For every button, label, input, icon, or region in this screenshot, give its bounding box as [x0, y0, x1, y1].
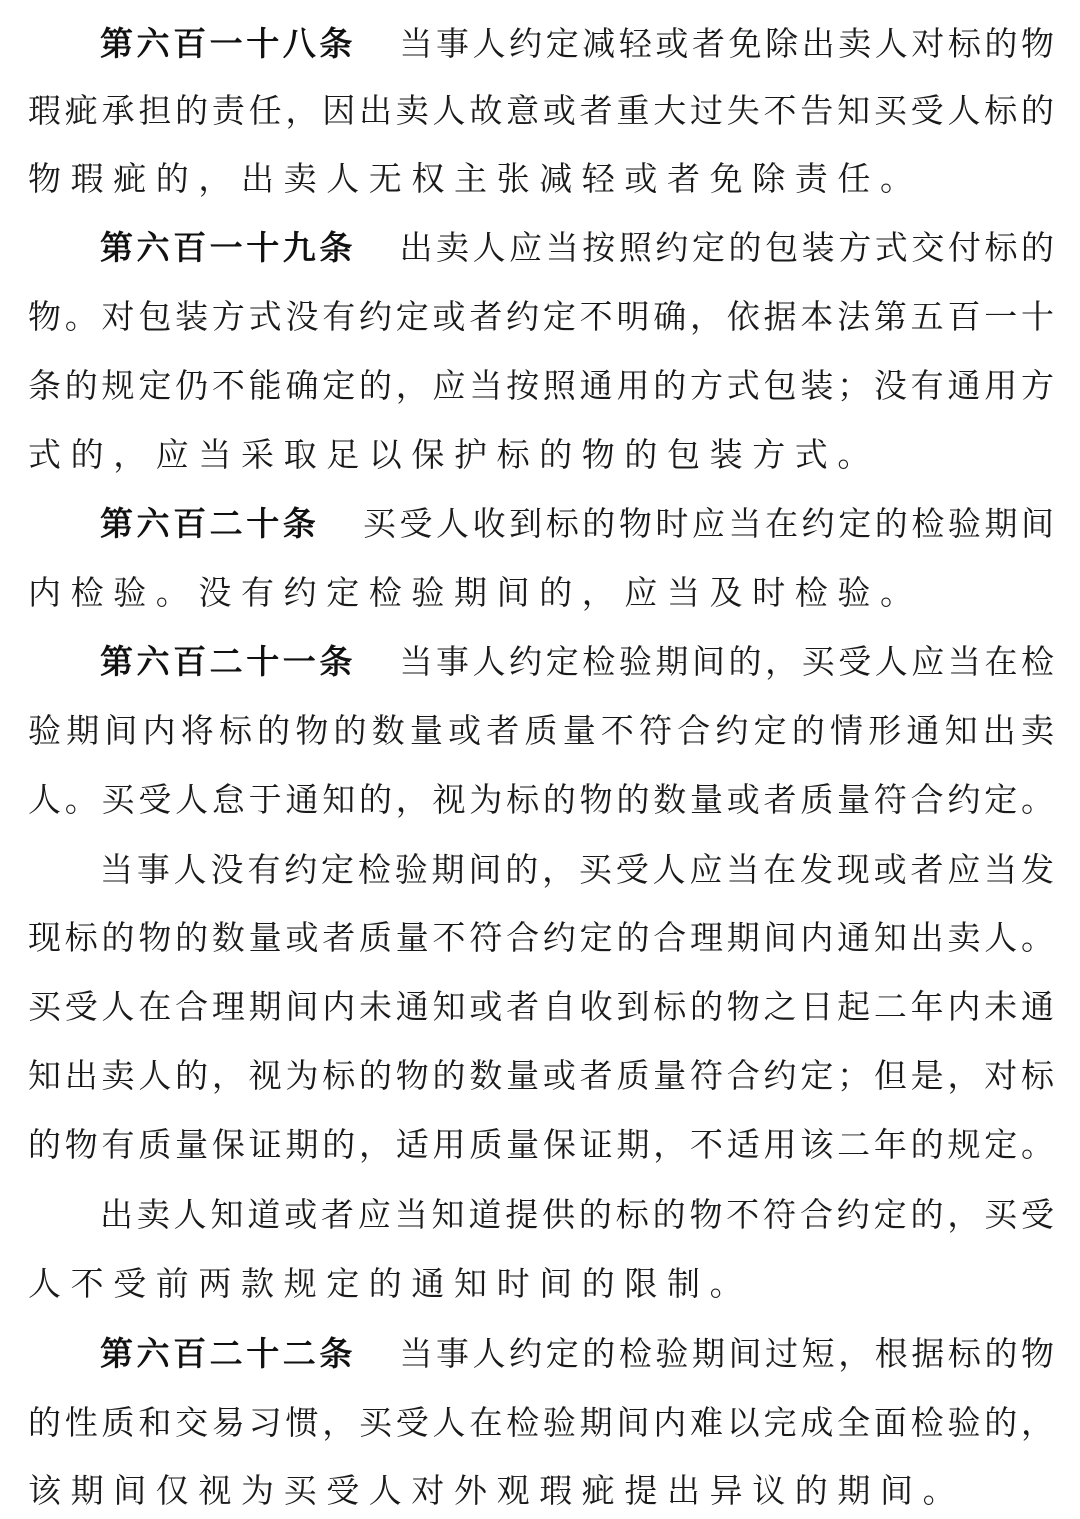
article-622-line: 该期间仅视为买受人对外观瑕疵提出异议的期间。 [28, 1471, 966, 1510]
article-620-line: 内检验。没有约定检验期间的，应当及时检验。 [28, 573, 923, 612]
article-619-number: 第六百一十九条 [100, 228, 356, 267]
article-621-paragraph-2-line: 的物有质量保证期的，适用质量保证期，不适用该二年的规定。 [28, 1125, 1054, 1164]
article-618-first-line [100, 16, 1054, 72]
article-619-line: 式的，应当采取足以保护标的物的包装方式。 [28, 435, 880, 474]
article-621-paragraph-2-line: 现标的物的数量或者质量不符合约定的合理期间内通知出卖人。 [28, 918, 1054, 957]
article-620-first-line [100, 496, 1054, 552]
article-619-text: 出卖人应当按照约定的包装方式交付标的 [395, 228, 1055, 267]
article-622-line: 的性质和交易习惯，买受人在检验期间内难以完成全面检验的， [28, 1403, 1054, 1442]
article-621-line: 人。买受人怠于通知的，视为标的物的数量或者质量符合约定。 [28, 780, 1054, 819]
article-621-first-line [100, 634, 1054, 690]
article-622-text: 当事人约定的检验期间过短，根据标的物 [395, 1334, 1055, 1373]
article-619-line: 条的规定仍不能确定的，应当按照通用的方式包装；没有通用方 [28, 366, 1054, 405]
article-621-paragraph-3-line: 人不受前两款规定的通知时间的限制。 [28, 1264, 753, 1303]
article-618-text: 当事人约定减轻或者免除出卖人对标的物 [395, 24, 1055, 63]
article-621-paragraph-2-line: 买受人在合理期间内未通知或者自收到标的物之日起二年内未通 [28, 987, 1054, 1026]
article-622-number: 第六百二十二条 [100, 1334, 356, 1373]
article-621-number: 第六百二十一条 [100, 642, 356, 681]
article-621-line: 验期间内将标的物的数量或者质量不符合约定的情形通知出卖 [28, 711, 1054, 750]
article-618-line: 物瑕疵的，出卖人无权主张减轻或者免除责任。 [28, 159, 923, 198]
article-619-first-line [100, 220, 1054, 276]
article-621-paragraph-2-line: 当事人没有约定检验期间的，买受人应当在发现或者应当发 [100, 850, 1054, 889]
article-618-line: 瑕疵承担的责任，因出卖人故意或者重大过失不告知买受人标的 [28, 91, 1054, 130]
article-620-number: 第六百二十条 [100, 504, 320, 543]
article-620-text: 买受人收到标的物时应当在约定的检验期间 [359, 504, 1055, 543]
article-618-number: 第六百一十八条 [100, 24, 356, 63]
article-622-first-line [100, 1326, 1054, 1382]
article-621-paragraph-2-line: 知出卖人的，视为标的物的数量或者质量符合约定；但是，对标 [28, 1056, 1054, 1095]
article-621-text: 当事人约定检验期间的，买受人应当在检 [395, 642, 1055, 681]
article-619-line: 物。对包装方式没有约定或者约定不明确，依据本法第五百一十 [28, 297, 1054, 336]
article-621-paragraph-3-line: 出卖人知道或者应当知道提供的标的物不符合约定的，买受 [100, 1195, 1054, 1234]
